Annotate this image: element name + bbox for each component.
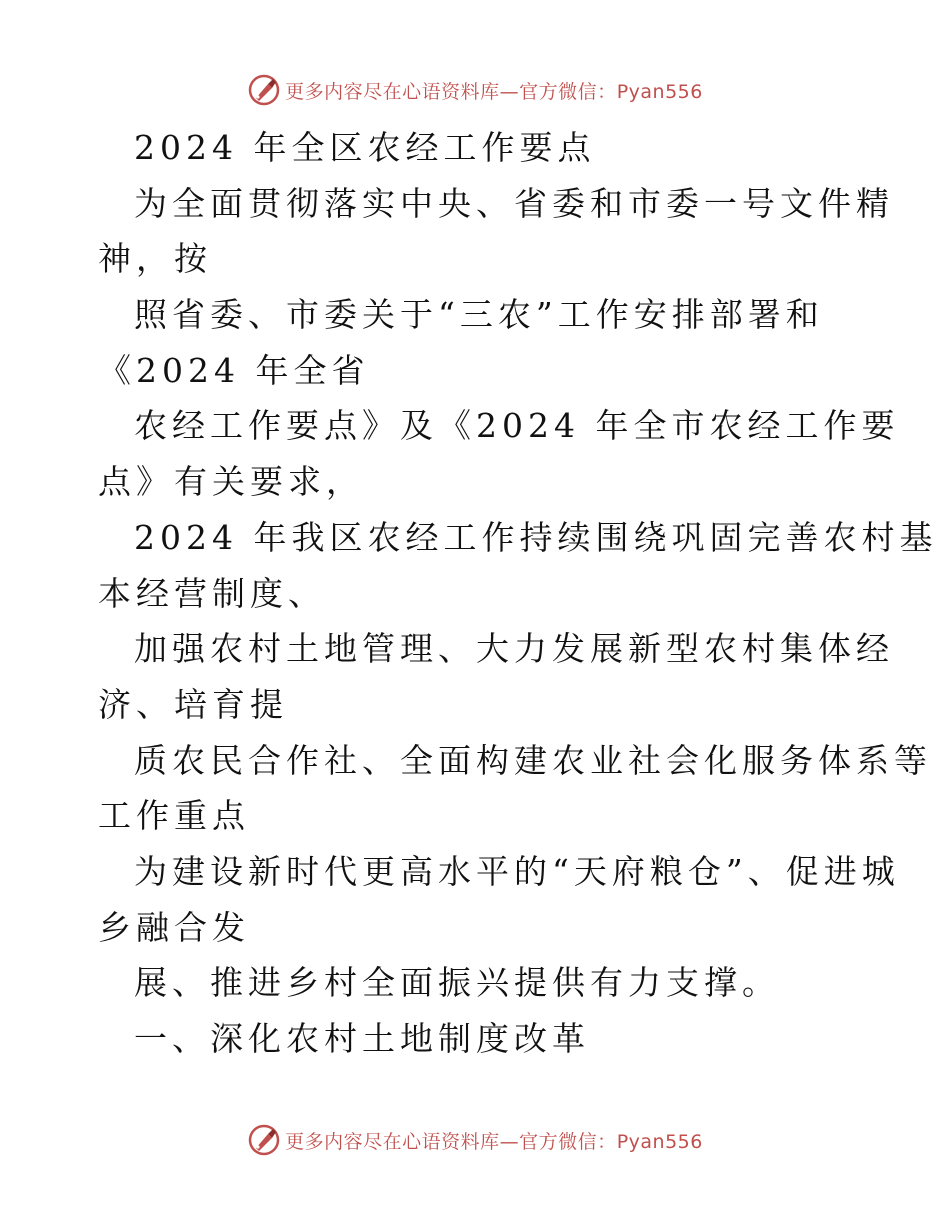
paragraph-line: 《2024 年全省 bbox=[98, 350, 370, 390]
document-title: 2024 年全区农经工作要点 bbox=[134, 128, 596, 167]
watermark-site-name: 更多内容尽在心语资料库 bbox=[285, 80, 500, 103]
paragraph-line: 神，按 bbox=[98, 239, 212, 279]
paragraph-line: 为全面贯彻落实中央、省委和市委一号文件精 bbox=[134, 183, 894, 223]
footer-watermark-banner bbox=[0, 1120, 950, 1160]
paragraph-line: 质农民合作社、全面构建农业社会化服务体系等 bbox=[134, 740, 932, 780]
watermark-separator: — bbox=[499, 80, 520, 103]
header-watermark-banner bbox=[0, 70, 950, 110]
paragraph-line: 工作重点 bbox=[98, 796, 250, 836]
paragraph-line: 为建设新时代更高水平的“天府粮仓”、促进城 bbox=[134, 851, 900, 891]
watermark-wechat-id: Pyan556 bbox=[616, 1130, 703, 1153]
watermark-text bbox=[285, 1127, 703, 1154]
paragraph-line: 济、培育提 bbox=[98, 684, 288, 724]
watermark-separator: — bbox=[499, 1130, 520, 1153]
watermark-wechat-label: 官方微信： bbox=[519, 80, 617, 103]
paragraph-line: 2024 年我区农经工作持续围绕巩固完善农村基 bbox=[134, 517, 938, 557]
paragraph-line: 展、推进乡村全面振兴提供有力支撑。 bbox=[134, 963, 780, 1003]
watermark-site-name: 更多内容尽在心语资料库 bbox=[285, 1130, 500, 1153]
watermark-wechat-label: 官方微信： bbox=[519, 1130, 617, 1153]
paragraph-line: 加强农村土地管理、大力发展新型农村集体经 bbox=[134, 629, 894, 669]
watermark-wechat-id: Pyan556 bbox=[616, 80, 703, 103]
paragraph-line: 点》有关要求， bbox=[98, 462, 364, 502]
fountain-pen-logo-icon bbox=[247, 73, 281, 107]
paragraph-line: 乡融合发 bbox=[98, 907, 250, 947]
fountain-pen-logo-icon bbox=[247, 1123, 281, 1157]
document-body bbox=[98, 120, 938, 1067]
section-heading: 一、深化农村土地制度改革 bbox=[134, 1019, 590, 1058]
paragraph-line: 农经工作要点》及《2024 年全市农经工作要 bbox=[134, 406, 900, 446]
paragraph-line: 本经营制度、 bbox=[98, 573, 326, 613]
paragraph-line: 照省委、市委关于“三农”工作安排部署和 bbox=[134, 295, 824, 335]
watermark-text bbox=[285, 77, 703, 104]
